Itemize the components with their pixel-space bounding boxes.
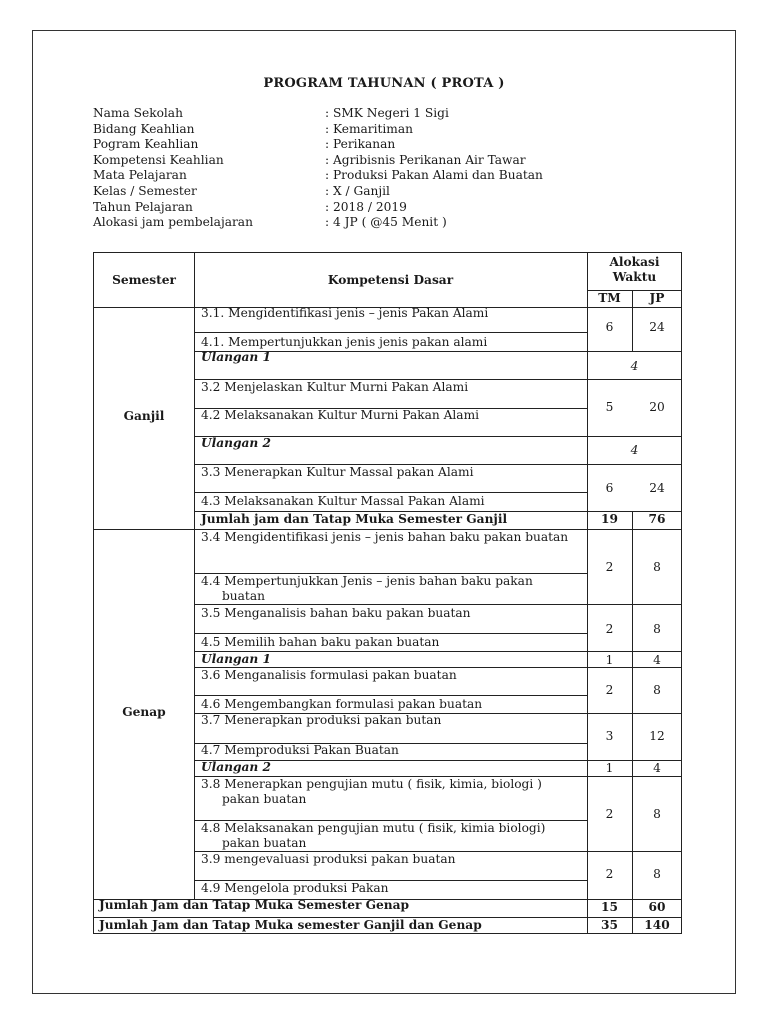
- alloc-tm: 5: [605, 400, 614, 414]
- kd-row: 3.4 Mengidentifikasi jenis – jenis bahan baku pakan buatan: [201, 530, 569, 544]
- kd-row: 4.8 Melaksanakan pengujian mutu ( fisik, kimia biologi) pakan buatan: [201, 821, 546, 850]
- grand-total-label: Jumlah Jam dan Tatap Muka semester Ganjil dan Genap: [99, 918, 482, 932]
- header-semester: Semester: [112, 273, 176, 287]
- info-row-school: [93, 106, 543, 122]
- alloc-tm: 1: [605, 761, 614, 775]
- total-genap-tm: 15: [601, 900, 618, 914]
- alloc-jp: 24: [649, 481, 665, 495]
- header-jp: JP: [649, 291, 665, 305]
- info-row-field: [93, 122, 543, 138]
- total-genap-jp: 60: [648, 900, 666, 914]
- kd-row: 4.7 Memproduksi Pakan Buatan: [201, 743, 399, 757]
- alloc-tm: 2: [605, 622, 614, 636]
- header-tm: TM: [598, 291, 621, 305]
- grand-total-jp: 140: [644, 918, 670, 932]
- kd-row: 3.5 Menganalisis bahan baku pakan buatan: [201, 606, 471, 620]
- alloc-tm: 2: [605, 807, 614, 821]
- total-ganjil-tm: 19: [601, 512, 618, 526]
- kd-row: 4.6 Mengembangkan formulasi pakan buatan: [201, 697, 483, 711]
- alloc-jp: 24: [649, 320, 665, 334]
- kd-row: 3.9 mengevaluasi produksi pakan buatan: [201, 852, 456, 866]
- kd-row: 4.2 Melaksanakan Kultur Murni Pakan Alami: [201, 408, 480, 422]
- alloc-ulangan: 4: [630, 443, 639, 457]
- info-value: : 2018 / 2019: [325, 199, 407, 214]
- alloc-ulangan: 4: [630, 359, 639, 373]
- header-alokasi: Alokasi: [609, 255, 660, 269]
- semester-genap: Genap: [122, 705, 166, 719]
- info-value: : 4 JP ( @45 Menit ): [325, 215, 447, 230]
- alloc-jp: 4: [653, 653, 661, 667]
- info-label: Nama Sekolah: [93, 106, 183, 120]
- info-row-hours: [93, 215, 543, 231]
- info-label: Pogram Keahlian: [93, 137, 199, 152]
- alloc-tm: 2: [605, 867, 614, 881]
- alloc-jp: 8: [653, 867, 661, 881]
- info-block: [93, 106, 543, 231]
- info-label: Tahun Pelajaran: [93, 199, 193, 214]
- kd-row-ulangan: Ulangan 1: [201, 652, 272, 666]
- info-value: : Perikanan: [325, 137, 396, 152]
- kd-row: 4.4 Mempertunjukkan Jenis – jenis bahan baku pakan buatan: [201, 574, 533, 603]
- alloc-jp: 8: [653, 560, 661, 574]
- kd-row: 3.3 Menerapkan Kultur Massal pakan Alami: [201, 465, 474, 479]
- alloc-tm: 3: [605, 729, 614, 743]
- info-label: Kelas / Semester: [93, 183, 197, 198]
- total-ganjil-jp: 76: [648, 512, 666, 526]
- header-kompetensi-dasar: Kompetensi Dasar: [327, 273, 454, 287]
- kd-row: 3.8 Menerapkan pengujian mutu ( fisik, kimia, biologi ) pakan buatan: [201, 777, 542, 806]
- kd-row: 4.5 Memilih bahan baku pakan buatan: [201, 635, 440, 649]
- alloc-jp: 8: [653, 807, 661, 821]
- alloc-jp: 20: [649, 400, 665, 414]
- prota-table: [93, 252, 682, 934]
- alloc-tm: 6: [605, 481, 614, 495]
- info-label: Bidang Keahlian: [93, 121, 195, 136]
- info-row-class: [93, 184, 543, 200]
- alloc-tm: 6: [605, 320, 614, 334]
- info-value: : Kemaritiman: [325, 121, 413, 136]
- alloc-jp: 8: [653, 622, 661, 636]
- total-genap-label: Jumlah Jam dan Tatap Muka Semester Genap: [99, 898, 410, 912]
- grand-total-tm: 35: [601, 918, 618, 932]
- info-value: : X / Ganjil: [325, 183, 390, 198]
- info-value: : Agribisnis Perikanan Air Tawar: [325, 152, 526, 167]
- document-title: PROGRAM TAHUNAN ( PROTA ): [263, 76, 505, 91]
- info-row-year: [93, 200, 543, 216]
- header-waktu: Waktu: [612, 270, 657, 284]
- kd-row: 4.1. Mempertunjukkan jenis jenis pakan alami: [201, 335, 488, 349]
- kd-row: 3.1. Mengidentifikasi jenis – jenis Pakan Alami: [201, 306, 489, 320]
- kd-row: 3.7 Menerapkan produksi pakan butan: [201, 713, 442, 727]
- semester-ganjil: Ganjil: [123, 409, 165, 423]
- info-row-program: [93, 137, 543, 153]
- alloc-tm: 1: [605, 653, 614, 667]
- info-row-competency: [93, 153, 543, 169]
- info-label: Mata Pelajaran: [93, 168, 187, 183]
- alloc-jp: 4: [653, 761, 661, 775]
- info-label: Alokasi jam pembelajaran: [93, 215, 253, 230]
- info-value: : Produksi Pakan Alami dan Buatan: [325, 168, 543, 183]
- kd-row: 3.2 Menjelaskan Kultur Murni Pakan Alami: [201, 380, 469, 394]
- kd-row-ulangan: Ulangan 1: [201, 350, 272, 364]
- kd-row: 3.6 Menganalisis formulasi pakan buatan: [201, 668, 457, 682]
- kd-row-ulangan: Ulangan 2: [201, 760, 272, 774]
- alloc-jp: 8: [653, 683, 661, 697]
- alloc-tm: 2: [605, 683, 614, 697]
- kd-row-ulangan: Ulangan 2: [201, 436, 272, 450]
- alloc-jp: 12: [649, 729, 665, 743]
- kd-row: 4.3 Melaksanakan Kultur Massal Pakan Alami: [201, 494, 485, 508]
- kd-row: 4.9 Mengelola produksi Pakan: [201, 881, 389, 895]
- total-ganjil-label: Jumlah jam dan Tatap Muka Semester Ganjil: [201, 512, 508, 526]
- alloc-tm: 2: [605, 560, 614, 574]
- info-value: : SMK Negeri 1 Sigi: [325, 106, 449, 120]
- info-row-subject: [93, 168, 543, 184]
- info-label: Kompetensi Keahlian: [93, 152, 224, 167]
